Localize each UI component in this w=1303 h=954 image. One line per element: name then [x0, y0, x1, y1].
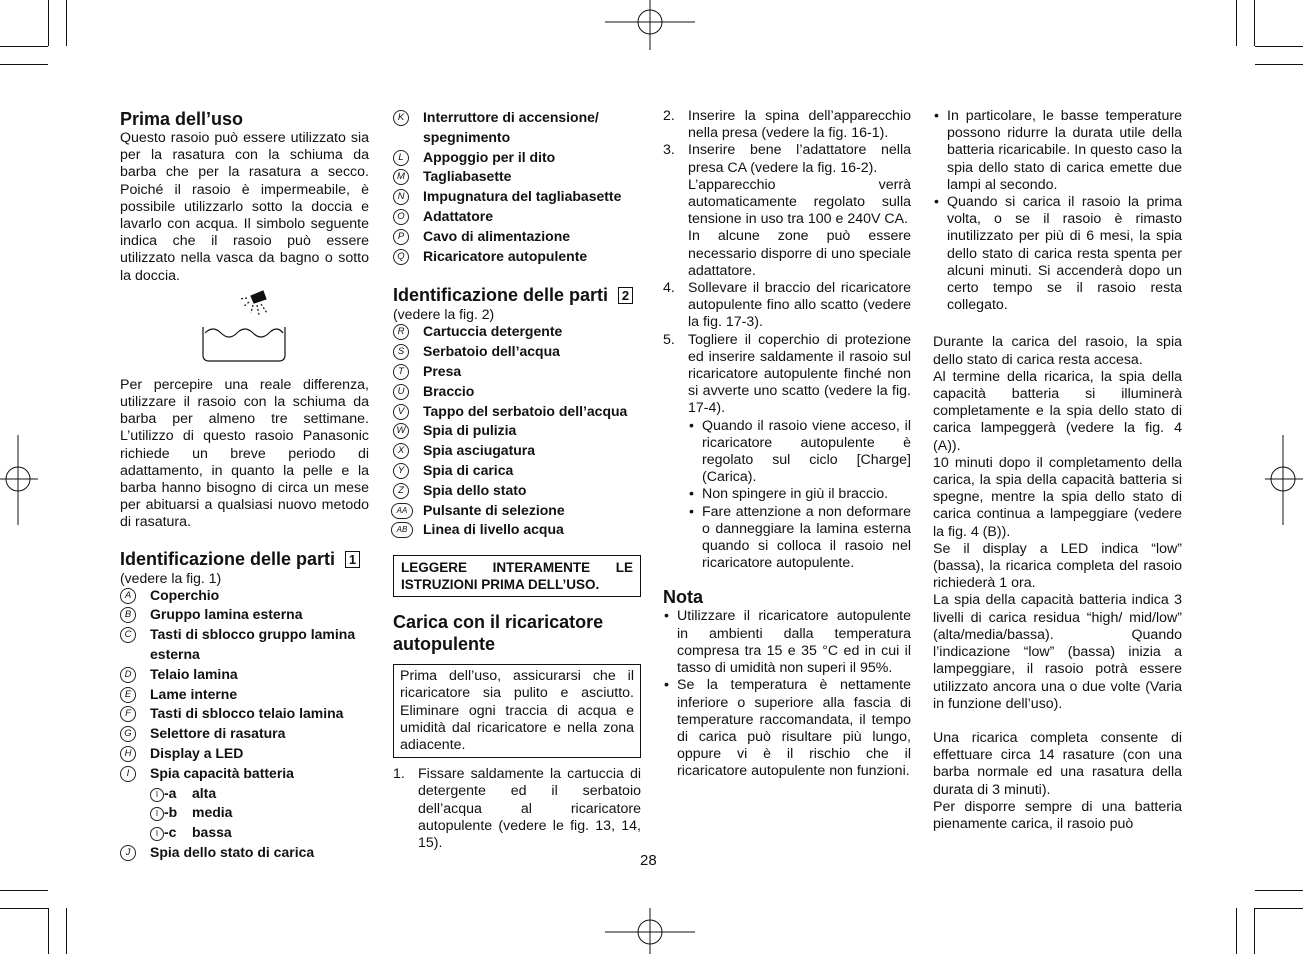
part-marker-icon: U [393, 384, 409, 400]
steps-list [393, 766, 641, 852]
part-label: Spia dello stato [423, 481, 527, 498]
part-item [120, 586, 369, 606]
column-2 [393, 108, 641, 852]
part-marker-icon: Q [393, 249, 409, 265]
part-item [393, 481, 641, 501]
info-box: Prima dell’uso, assicurarsi che il ricaricatore sia pulito e asciutto. Eliminare ogni traccia di acqua e umidità dal ricaricatore e nella zona adiacente. [393, 664, 641, 758]
figure-number-box: 2 [618, 287, 633, 304]
part-item [120, 685, 369, 705]
part-item [120, 744, 369, 764]
part-suffix: -a [164, 784, 177, 801]
bullet-item: • Quando si carica il rasoio la prima volta, o se il rasoio è rimasto inutilizzato per più di 6 mesi, la spia dello stato di carica resta spenta per alcuni minuti. Si accenderà dopo un certo tempo se il rasoio resta collegato. [934, 194, 1182, 314]
part-marker-icon: I [150, 807, 164, 821]
part-subitem [120, 823, 369, 843]
part-marker-icon: L [393, 150, 409, 166]
temperature-bullets [933, 108, 1182, 314]
paragraph: Per disporre sempre di una batteria pienamente carica, il rasoio può [933, 798, 1182, 832]
part-label: Selettore di rasatura [150, 725, 286, 742]
part-label: Spia di pulizia [423, 422, 517, 439]
part-item [120, 704, 369, 724]
part-label: alta [192, 784, 217, 801]
registration-mark-top [600, 0, 700, 60]
part-marker-icon: B [120, 607, 136, 623]
paragraph-prima-1: Questo rasoio può essere utilizzato sia per la rasatura con la schiuma da barba che per la rasatura a secco. Poiché il rasoio è impermeabile, è possibile utilizzarlo sotto la doccia e lavarlo con acqua. Il simbolo seguente indica che il rasoio può essere utilizzato nella vasca da bagno o sotto la doccia. [120, 130, 369, 284]
part-label: Lame interne [150, 685, 238, 702]
part-item [393, 402, 641, 422]
part-item [393, 382, 641, 402]
part-marker-icon: Z [393, 483, 409, 499]
section-title-prima: Prima dell’uso [120, 109, 244, 129]
figure-reference: (vedere la fig. 2) [393, 306, 495, 323]
part-label: Presa [423, 362, 462, 379]
bullet-item: • In particolare, le basse temperature possono ridurre la durata utile della batteria ricaricabile. In questo caso la spia dello stato di carica emette due lampi al secondo. [934, 108, 1182, 193]
part-marker-icon: Y [393, 463, 409, 479]
part-item [393, 108, 641, 148]
paragraph: Durante la carica del rasoio, la spia dello stato di carica resta accesa. [933, 334, 1182, 368]
part-item [393, 520, 641, 540]
part-label: Spia asciugatura [423, 442, 536, 459]
part-marker-icon: P [393, 229, 409, 245]
section-title-ident-2: Identificazione delle parti 2 [393, 284, 641, 306]
part-label: Appoggio per il dito [423, 148, 556, 165]
part-label: Tasti di sblocco gruppo lamina esterna [150, 626, 356, 663]
part-subitem [120, 784, 369, 804]
page-number: 28 [640, 852, 657, 869]
part-label: Serbatoio dell’acqua [423, 343, 560, 360]
step-item: 3. Inserire bene l’adattatore nella presa CA (vedere la fig. 16-2). L’apparecchio verrà automaticamente regolato sulla tensione in uso tra 100 e 240V CA. In alcune zone può essere necessario disporre di uno speciale adattatore. [663, 142, 911, 279]
figure-reference: (vedere la fig. 1) [120, 569, 222, 586]
part-item [393, 342, 641, 362]
part-item [120, 764, 369, 784]
part-suffix: -b [164, 804, 178, 821]
paragraph: La spia della capacità batteria indica 3 livelli di carica residua “high/ mid/low” (alta/media/bassa). Quando l’indicazione “low” (bassa) inizia a lampeggiare, il rasoio potrà essere utilizzato ancora una o due volte (Varia in funzione dell’uso). [933, 592, 1182, 712]
part-marker-icon: N [393, 189, 409, 205]
bullet-item: • Quando il rasoio viene acceso, il ricaricatore autopulente è regolato sul ciclo [Charge] (Carica). [689, 417, 911, 486]
registration-mark-bottom [600, 900, 700, 954]
registration-mark-left [0, 430, 40, 530]
part-label: Display a LED [150, 745, 244, 762]
part-label: Pulsante di selezione [423, 501, 565, 518]
steps-list [663, 108, 911, 572]
part-label: Cartuccia detergente [423, 323, 563, 340]
paragraph: 10 minuti dopo il completamento della carica, la spia della capacità batteria si spegne, mentre la spia dello stato di carica continua a lampeggiare (vedere la fig. 4 (B)). [933, 454, 1182, 540]
part-marker-icon: F [120, 706, 136, 722]
part-marker-icon: C [120, 627, 136, 643]
part-label: bassa [192, 824, 232, 841]
bath-shower-symbol [120, 285, 369, 373]
column-3 [663, 108, 911, 781]
part-label: Impugnatura del tagliabasette [423, 188, 622, 205]
paragraph: Al termine della ricarica, la spia della capacità batteria si illuminerà completamente e la spia dello stato di carica lampeggerà (vedere la fig. 4 (A)). [933, 368, 1182, 454]
part-item [393, 501, 641, 521]
warning-box: LEGGERE INTERAMENTE LE ISTRUZIONI PRIMA DELL’USO. [393, 555, 641, 597]
column-1 [120, 108, 369, 863]
parts-list-2 [393, 322, 641, 540]
part-marker-icon: O [393, 209, 409, 225]
part-item [393, 227, 641, 247]
part-item [120, 665, 369, 685]
part-marker-icon: AA [391, 503, 413, 519]
part-item [393, 441, 641, 461]
part-marker-icon: V [393, 404, 409, 420]
bullet-item: • Utilizzare il ricaricatore autopulente in ambienti dalla temperatura compresa tra 15 e 35 °C ed in cui il tasso di umidità non superi il 95%. [664, 608, 911, 677]
part-item [393, 247, 641, 267]
part-marker-icon: I [120, 766, 136, 782]
part-item [120, 724, 369, 744]
section-title-nota: Nota [663, 587, 703, 608]
part-item [120, 625, 369, 665]
part-marker-icon: AB [391, 522, 413, 538]
part-marker-icon: D [120, 667, 136, 683]
step-item: 4. Sollevare il braccio del ricaricatore autopulente fino allo scatto (vedere la fig. 17-3). [663, 280, 911, 331]
part-label: Linea di livello acqua [423, 521, 564, 538]
part-marker-icon: M [393, 169, 409, 185]
part-label: Tasti di sblocco telaio lamina [150, 705, 344, 722]
part-item [393, 167, 641, 187]
part-marker-icon: A [120, 588, 136, 604]
section-title-carica: Carica con il ricaricatore autopulente [393, 612, 604, 655]
part-item [393, 362, 641, 382]
figure-number-box: 1 [345, 551, 360, 568]
part-label: Interruttore di accensione/ spegnimento [423, 109, 599, 145]
bullet-item: • Fare attenzione a non deformare o danneggiare la lamina esterna quando si colloca il rasoio nel ricaricatore autopulente. [689, 503, 911, 572]
part-marker-icon: J [120, 845, 136, 861]
part-item [393, 322, 641, 342]
part-label: Spia capacità batteria [150, 764, 294, 781]
part-item [393, 148, 641, 168]
part-suffix: -c [164, 824, 177, 841]
part-label: Adattatore [423, 207, 494, 224]
part-label: Spia di carica [423, 461, 514, 478]
part-marker-icon: K [393, 110, 409, 126]
part-label: Spia dello stato di carica [150, 844, 315, 861]
part-marker-icon: I [150, 788, 164, 802]
section-title-ident-1: Identificazione delle parti 1 [120, 548, 369, 570]
part-label: Braccio [423, 382, 475, 399]
registration-mark-right [1263, 430, 1303, 530]
part-label: Gruppo lamina esterna [150, 606, 303, 623]
column-4 [933, 108, 1182, 833]
step-item: 5. Togliere il coperchio di protezione ed inserire saldamente il rasoio sul ricaricatore autopulente finché non si avverte uno scatto (vedere la fig. 17-4). • Quando il rasoio viene acceso, il ricaricatore autopulente è regolato sul ciclo [Charge] (Carica). • Non spingere in giù il braccio. • Fare attenzione a non deformare o danneggiare la lamina esterna quando si colloca il rasoio nel ricaricatore autopulente. [663, 331, 911, 572]
part-marker-icon: W [393, 423, 409, 439]
part-item [120, 843, 369, 863]
nota-bullets [663, 608, 911, 780]
part-marker-icon: R [393, 324, 409, 340]
part-marker-icon: H [120, 746, 136, 762]
step-item: 1. Fissare saldamente la cartuccia di detergente ed il serbatoio dell’acqua al ricaricatore autopulente (vedere le fig. 13, 14, 15). [393, 766, 641, 851]
step-5-bullets [688, 418, 911, 573]
bullet-item: • Se la temperatura è nettamente inferiore o superiore alla fascia di temperature raccomandata, il tempo di carica può risultare più lungo, oppure vi è il rischio che il ricaricatore autopulente non funzioni. [664, 677, 911, 780]
step-item: 2. Inserire la spina dell’apparecchio nella presa (vedere la fig. 16-1). [663, 108, 911, 142]
part-label: Ricaricatore autopulente [423, 247, 588, 264]
part-item [393, 207, 641, 227]
part-label: Tappo del serbatoio dell’acqua [423, 402, 628, 419]
part-label: Telaio lamina [150, 665, 238, 682]
part-label: media [192, 804, 233, 821]
part-label: Cavo di alimentazione [423, 227, 571, 244]
bullet-item: • Non spingere in giù il braccio. [689, 486, 889, 503]
part-item [393, 421, 641, 441]
part-marker-icon: E [120, 687, 136, 703]
part-label: Coperchio [150, 586, 220, 603]
part-marker-icon: S [393, 344, 409, 360]
part-marker-icon: X [393, 443, 409, 459]
part-item [393, 461, 641, 481]
part-subitem [120, 803, 369, 823]
part-marker-icon: T [393, 364, 409, 380]
part-marker-icon: G [120, 726, 136, 742]
paragraph: Una ricarica completa consente di effettuare circa 14 rasature (con una barba normale ed una rasatura della durata di 3 minuti). [933, 729, 1182, 798]
part-item [393, 187, 641, 207]
part-label: Tagliabasette [423, 168, 512, 185]
paragraph: Se il display a LED indica “low” (bassa), la ricarica completa del rasoio richiederà 1 ora. [933, 540, 1182, 592]
parts-list-1-continued [393, 108, 641, 266]
part-marker-icon: I [150, 827, 164, 841]
part-item [120, 605, 369, 625]
paragraph-prima-2: Per percepire una reale differenza, utilizzare il rasoio con la schiuma da barba per almeno tre settimane. L’utilizzo di questo rasoio Panasonic richiede un breve periodo di adattamento, in quanto la pelle e la barba hanno bisogno di circa un mese per abituarsi a qualsiasi nuovo metodo di rasatura. [120, 376, 369, 531]
parts-list-1 [120, 586, 369, 863]
